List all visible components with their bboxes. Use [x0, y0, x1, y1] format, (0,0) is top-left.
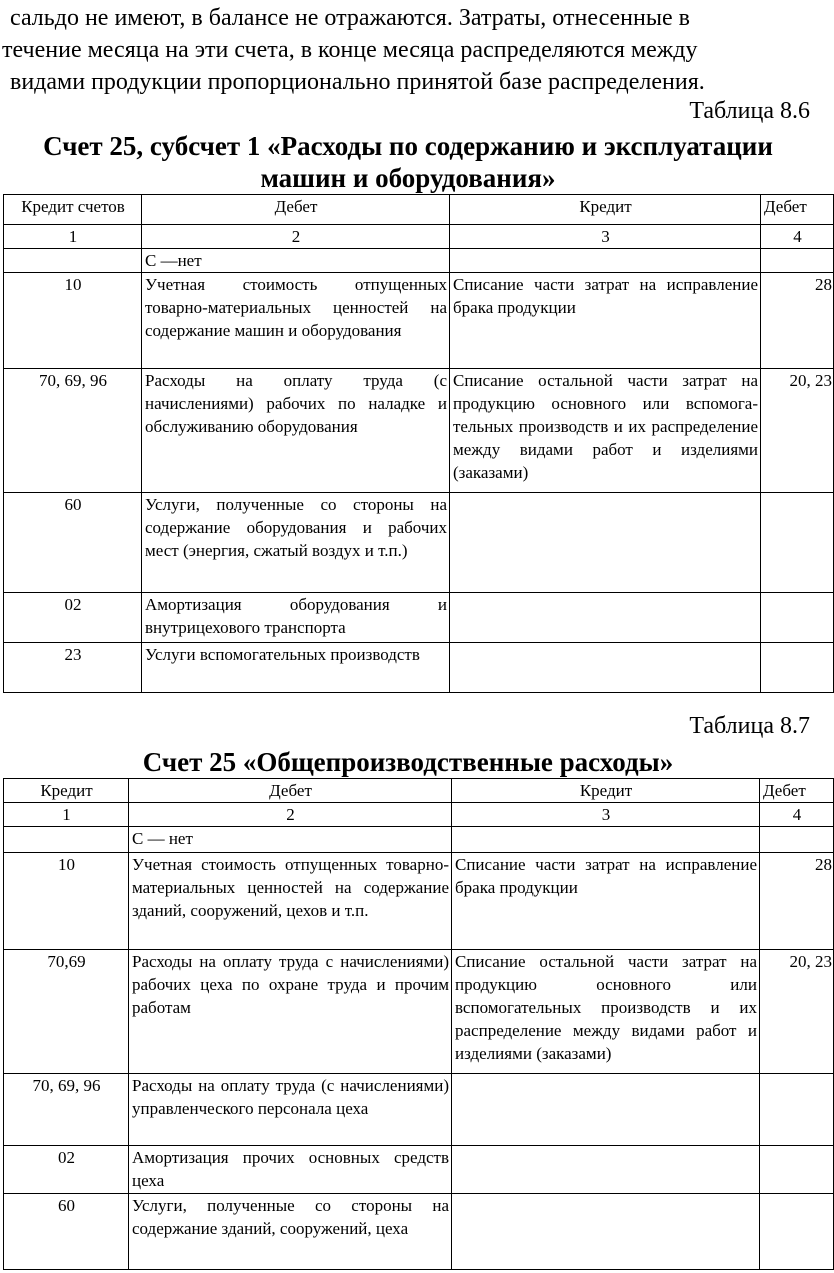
account-cell: 70, 69, 96	[4, 369, 142, 493]
debit-description-cell: Расходы на оплату труда (с начислениями) рабочих по наладке и обслуживанию оборудования	[142, 369, 450, 493]
table-header-row	[4, 779, 834, 803]
column-number-row	[4, 803, 834, 827]
table-8-7-title: Счет 25 «Общепроизводственные расходы»	[142, 747, 674, 777]
credit-description-cell: Списание части затрат на исправление брака продукции	[450, 273, 761, 369]
account-cell: 70, 69, 96	[4, 1074, 129, 1146]
account-cell	[760, 1146, 834, 1194]
header-cell: Кредит	[450, 195, 761, 225]
column-number-cell: 4	[761, 225, 834, 249]
account-cell: 23	[4, 643, 142, 693]
header-cell: Дебет	[129, 779, 452, 803]
table-row	[4, 1194, 834, 1270]
header-cell: Кредит	[4, 779, 129, 803]
debit-description-cell: Учетная стоимость отпущенных товарно-материальных ценностей на содержание зданий, сооружений, цехов и т.п.	[129, 853, 452, 950]
account-cell: 28	[760, 853, 834, 950]
column-number-cell: 3	[450, 225, 761, 249]
account-cell: 10	[4, 273, 142, 369]
table-row	[4, 1074, 834, 1146]
debit-description-cell: С —нет	[142, 249, 450, 273]
account-cell: 60	[4, 493, 142, 593]
table-8-7	[3, 778, 834, 1270]
account-cell	[760, 1074, 834, 1146]
intro-line-2: течение месяца на эти счета, в конце месяца распределяются между	[2, 37, 698, 63]
table-row	[4, 853, 834, 950]
table-8-6-title-line-1: Счет 25, субсчет 1 «Расходы по содержанию и эксплуатации	[43, 131, 773, 161]
table-row	[4, 249, 834, 273]
credit-description-cell	[452, 1146, 760, 1194]
table-row	[4, 369, 834, 493]
table-row	[4, 643, 834, 693]
column-number-cell: 1	[4, 803, 129, 827]
header-cell: Дебет	[760, 779, 834, 803]
account-cell	[760, 1194, 834, 1270]
account-cell: 02	[4, 1146, 129, 1194]
credit-description-cell	[450, 249, 761, 273]
intro-paragraph	[0, 2, 816, 98]
table-8-6	[3, 194, 834, 693]
account-cell: 10	[4, 853, 129, 950]
account-cell	[761, 643, 834, 693]
account-cell: 20, 23	[761, 369, 834, 493]
column-number-cell: 1	[4, 225, 142, 249]
debit-description-cell: Амортизация прочих основных средств цеха	[129, 1146, 452, 1194]
credit-description-cell	[450, 593, 761, 643]
header-cell: Дебет	[142, 195, 450, 225]
credit-description-cell: Списание части затрат на исправление брака продукции	[452, 853, 760, 950]
intro-line-3: видами продукции пропорционально принятой базе распределения.	[10, 69, 705, 95]
table-8-6-number: Таблица 8.6	[689, 98, 810, 124]
column-number-cell: 3	[452, 803, 760, 827]
account-cell: 20, 23	[760, 950, 834, 1074]
column-number-cell: 4	[760, 803, 834, 827]
credit-description-cell	[452, 827, 760, 853]
debit-description-cell: Учетная стоимость отпущенных товарно-материальных ценностей на содержание машин и оборудования	[142, 273, 450, 369]
credit-description-cell	[452, 1074, 760, 1146]
credit-description-cell	[450, 643, 761, 693]
column-number-row	[4, 225, 834, 249]
table-8-6-title-line-2: машин и оборудования»	[260, 163, 556, 193]
table-row	[4, 273, 834, 369]
header-cell: Дебет	[761, 195, 834, 225]
column-number-cell: 2	[142, 225, 450, 249]
credit-description-cell	[452, 1194, 760, 1270]
table-row	[4, 827, 834, 853]
account-cell	[760, 827, 834, 853]
account-cell	[761, 493, 834, 593]
header-cell: Кредит	[452, 779, 760, 803]
account-cell	[4, 827, 129, 853]
credit-description-cell	[450, 493, 761, 593]
debit-description-cell: Расходы на оплату труда с начислениями) рабочих цеха по охране труда и прочим работам	[129, 950, 452, 1074]
table-row	[4, 493, 834, 593]
debit-description-cell: С — нет	[129, 827, 452, 853]
table-header-row	[4, 195, 834, 225]
account-cell	[761, 593, 834, 643]
debit-description-cell: Амортизация оборудования и внутрицехового транспорта	[142, 593, 450, 643]
account-cell: 02	[4, 593, 142, 643]
credit-description-cell: Списание остальной части затрат на продукцию основного или вспомогательных производств и их распределение между видами работ и изделиями (заказами)	[452, 950, 760, 1074]
credit-description-cell: Списание остальной части затрат на продукцию основного или вспомога-тельных производств и их распределение между видами работ и изделиями (заказами)	[450, 369, 761, 493]
header-cell: Кредит счетов	[4, 195, 142, 225]
column-number-cell: 2	[129, 803, 452, 827]
table-8-7-number: Таблица 8.7	[689, 713, 810, 739]
account-cell	[4, 249, 142, 273]
account-cell: 60	[4, 1194, 129, 1270]
debit-description-cell: Услуги, полученные со стороны на содержание оборудования и рабочих мест (энергия, сжатый воздух и т.п.)	[142, 493, 450, 593]
table-row	[4, 593, 834, 643]
intro-line-1: сальдо не имеют, в балансе не отражаются. Затраты, отнесенные в	[10, 5, 690, 31]
table-row	[4, 1146, 834, 1194]
debit-description-cell: Услуги вспомогательных производств	[142, 643, 450, 693]
account-cell: 28	[761, 273, 834, 369]
debit-description-cell: Расходы на оплату труда (с начислениями) управленческого персонала цеха	[129, 1074, 452, 1146]
table-row	[4, 950, 834, 1074]
debit-description-cell: Услуги, полученные со стороны на содержание зданий, сооружений, цеха	[129, 1194, 452, 1270]
account-cell: 70,69	[4, 950, 129, 1074]
account-cell	[761, 249, 834, 273]
